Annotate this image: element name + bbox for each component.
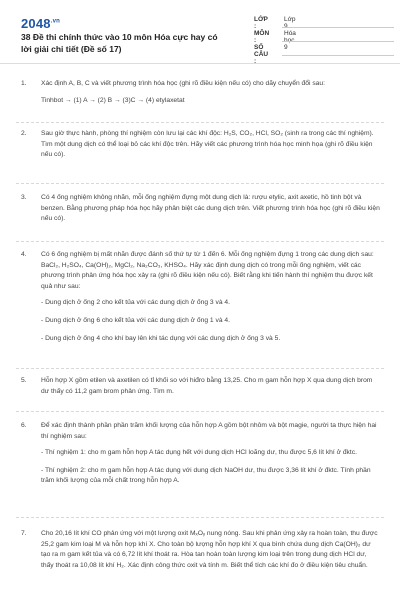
question-number: 2. bbox=[21, 130, 27, 137]
question-text: - Dung dịch ở ống 4 cho khí bay lên khi tác dụng với các dung dịch ở ống 3 và 5. bbox=[41, 334, 281, 342]
question-5 bbox=[21, 376, 381, 403]
question-2 bbox=[21, 129, 381, 167]
question-text: - Thí nghiệm 1: cho m gam hỗn hợp A tác dụng hết với dung dịch HCl loãng dư, thu được 5,6 lít khí ở đktc. bbox=[41, 449, 357, 457]
question-text: - Dung dịch ở ống 6 cho kết tủa với các dung dịch ở ống 1 và 4. bbox=[41, 316, 231, 324]
question-text: Hỗn hợp X gồm etilen và axetilen có tỉ khối so với hiđro bằng 13,25. Cho m gam hỗn hợp X qua dung dịch brom dư thấy có 11,2 gam brom phản ứng. Tìm m. bbox=[41, 377, 373, 395]
question-text: Cho 20,16 lít khí CO phản ứng với một lượng oxit MₓOᵧ nung nóng. Sau khi phản ứng xảy ra hoàn toàn, thu được 25,2 gam kim loại M và hỗn hợp khí X. Cho toàn bộ lượng hỗn hợp khí X qua bình chứa dung dịch Ca(OH)₂ dư tạo ra m gam kết tủa và có 6,72 lít khí thoát ra. Hòa tan hoàn toàn lượng kim loại trên trong dung dịch HCl dư, thấy thoát ra 10,08 lít khí H₂. Xác định công thức oxit và tính m. Biết thể tích các khí đo ở điều kiện tiêu chuẩn. bbox=[41, 530, 378, 569]
question-text: Xác định A, B, C và viết phương trình hóa học (ghi rõ điều kiện nếu có) cho dãy chuyển đổi sau: bbox=[41, 80, 325, 87]
question-text: - Thí nghiệm 2: cho m gam hỗn hợp A tác dụng với dung dịch NaOH dư, thu được 3,36 lít khí ở đktc. Tính phần trăm khối lượng của mỗi chất trong hỗn hợp A. bbox=[41, 466, 371, 485]
question-1 bbox=[21, 79, 381, 112]
document-title: 38 Đề thi chính thức vào 10 môn Hóa cực hay có lời giải chi tiết (Đề số 17) bbox=[21, 32, 218, 54]
question-number: 3. bbox=[21, 194, 27, 201]
document-header: $2048^{.vn}$ 38 Đề thi chính thức vào 10 môn Hóa cực hay có lời giải chi tiết (Đề số 17) LỚP : Lớp MÔN : Hóa SỐ CÂU : 9 bbox=[0, 0, 400, 64]
question-number: 7. bbox=[21, 530, 27, 537]
question-number: 1. bbox=[21, 80, 27, 87]
question-number: 4. bbox=[21, 251, 27, 258]
question-text: Để xác định thành phần phần trăm khối lượng của hỗn hợp A gồm bột nhôm và bột magie, người ta thực hiện hai thí nghiệm sau: bbox=[41, 422, 377, 440]
question-text: Có 6 ống nghiệm bị mất nhãn được đánh số thứ tự từ 1 đến 6. Mỗi ống nghiệm đựng 1 trong các dung dịch sau: BaCl₂, H₂SO₄, Ca(OH)₂, MgCl₂, Na₂CO₃, KHSO₄. Hãy xác định dung dịch có trong mỗi ống nghiệm, viết các phương trình phản ứng hóa học xảy ra (ghi rõ điều kiện nếu có). Biết rằng khi tiến hành thí nghiệm thu được kết quả như sau: bbox=[41, 251, 374, 290]
question-text: Tinhbot → (1) A → (2) B → (3)C → (4) etylaxetat bbox=[41, 96, 185, 104]
question-7 bbox=[21, 529, 381, 577]
question-text: - Dung dịch ở ống 2 cho kết tủa với các dung dịch ở ống 3 và 4. bbox=[41, 299, 231, 307]
question-3 bbox=[21, 193, 381, 231]
question-text: Có 4 ống nghiệm không nhãn, mỗi ống nghiệm đựng một dung dịch là: rượu etylic, axit axetic, hồ tinh bột và benzen. Bằng phương pháp hóa học hãy phân biệt các dung dịch trên. Viết phương trình hóa học (ghi rõ điều kiện nếu có). bbox=[41, 194, 380, 223]
question-number: 5. bbox=[21, 377, 27, 384]
question-text: Sau giờ thực hành, phòng thí nghiệm còn lưu lại các khí độc: H₂S, CO₂, HCl, SO₂ (sinh ra trong các thí nghiệm). Tìm một dung dịch có thể loại bỏ các khí độc trên. Hãy viết các phương trình hóa học minh họa (ghi rõ điều kiện nếu có). bbox=[41, 130, 374, 159]
question-number: 6. bbox=[21, 422, 27, 429]
site-logo[interactable]: $2048^{.vn}$ bbox=[21, 16, 61, 31]
question-4 bbox=[21, 250, 381, 351]
question-6 bbox=[21, 421, 381, 494]
